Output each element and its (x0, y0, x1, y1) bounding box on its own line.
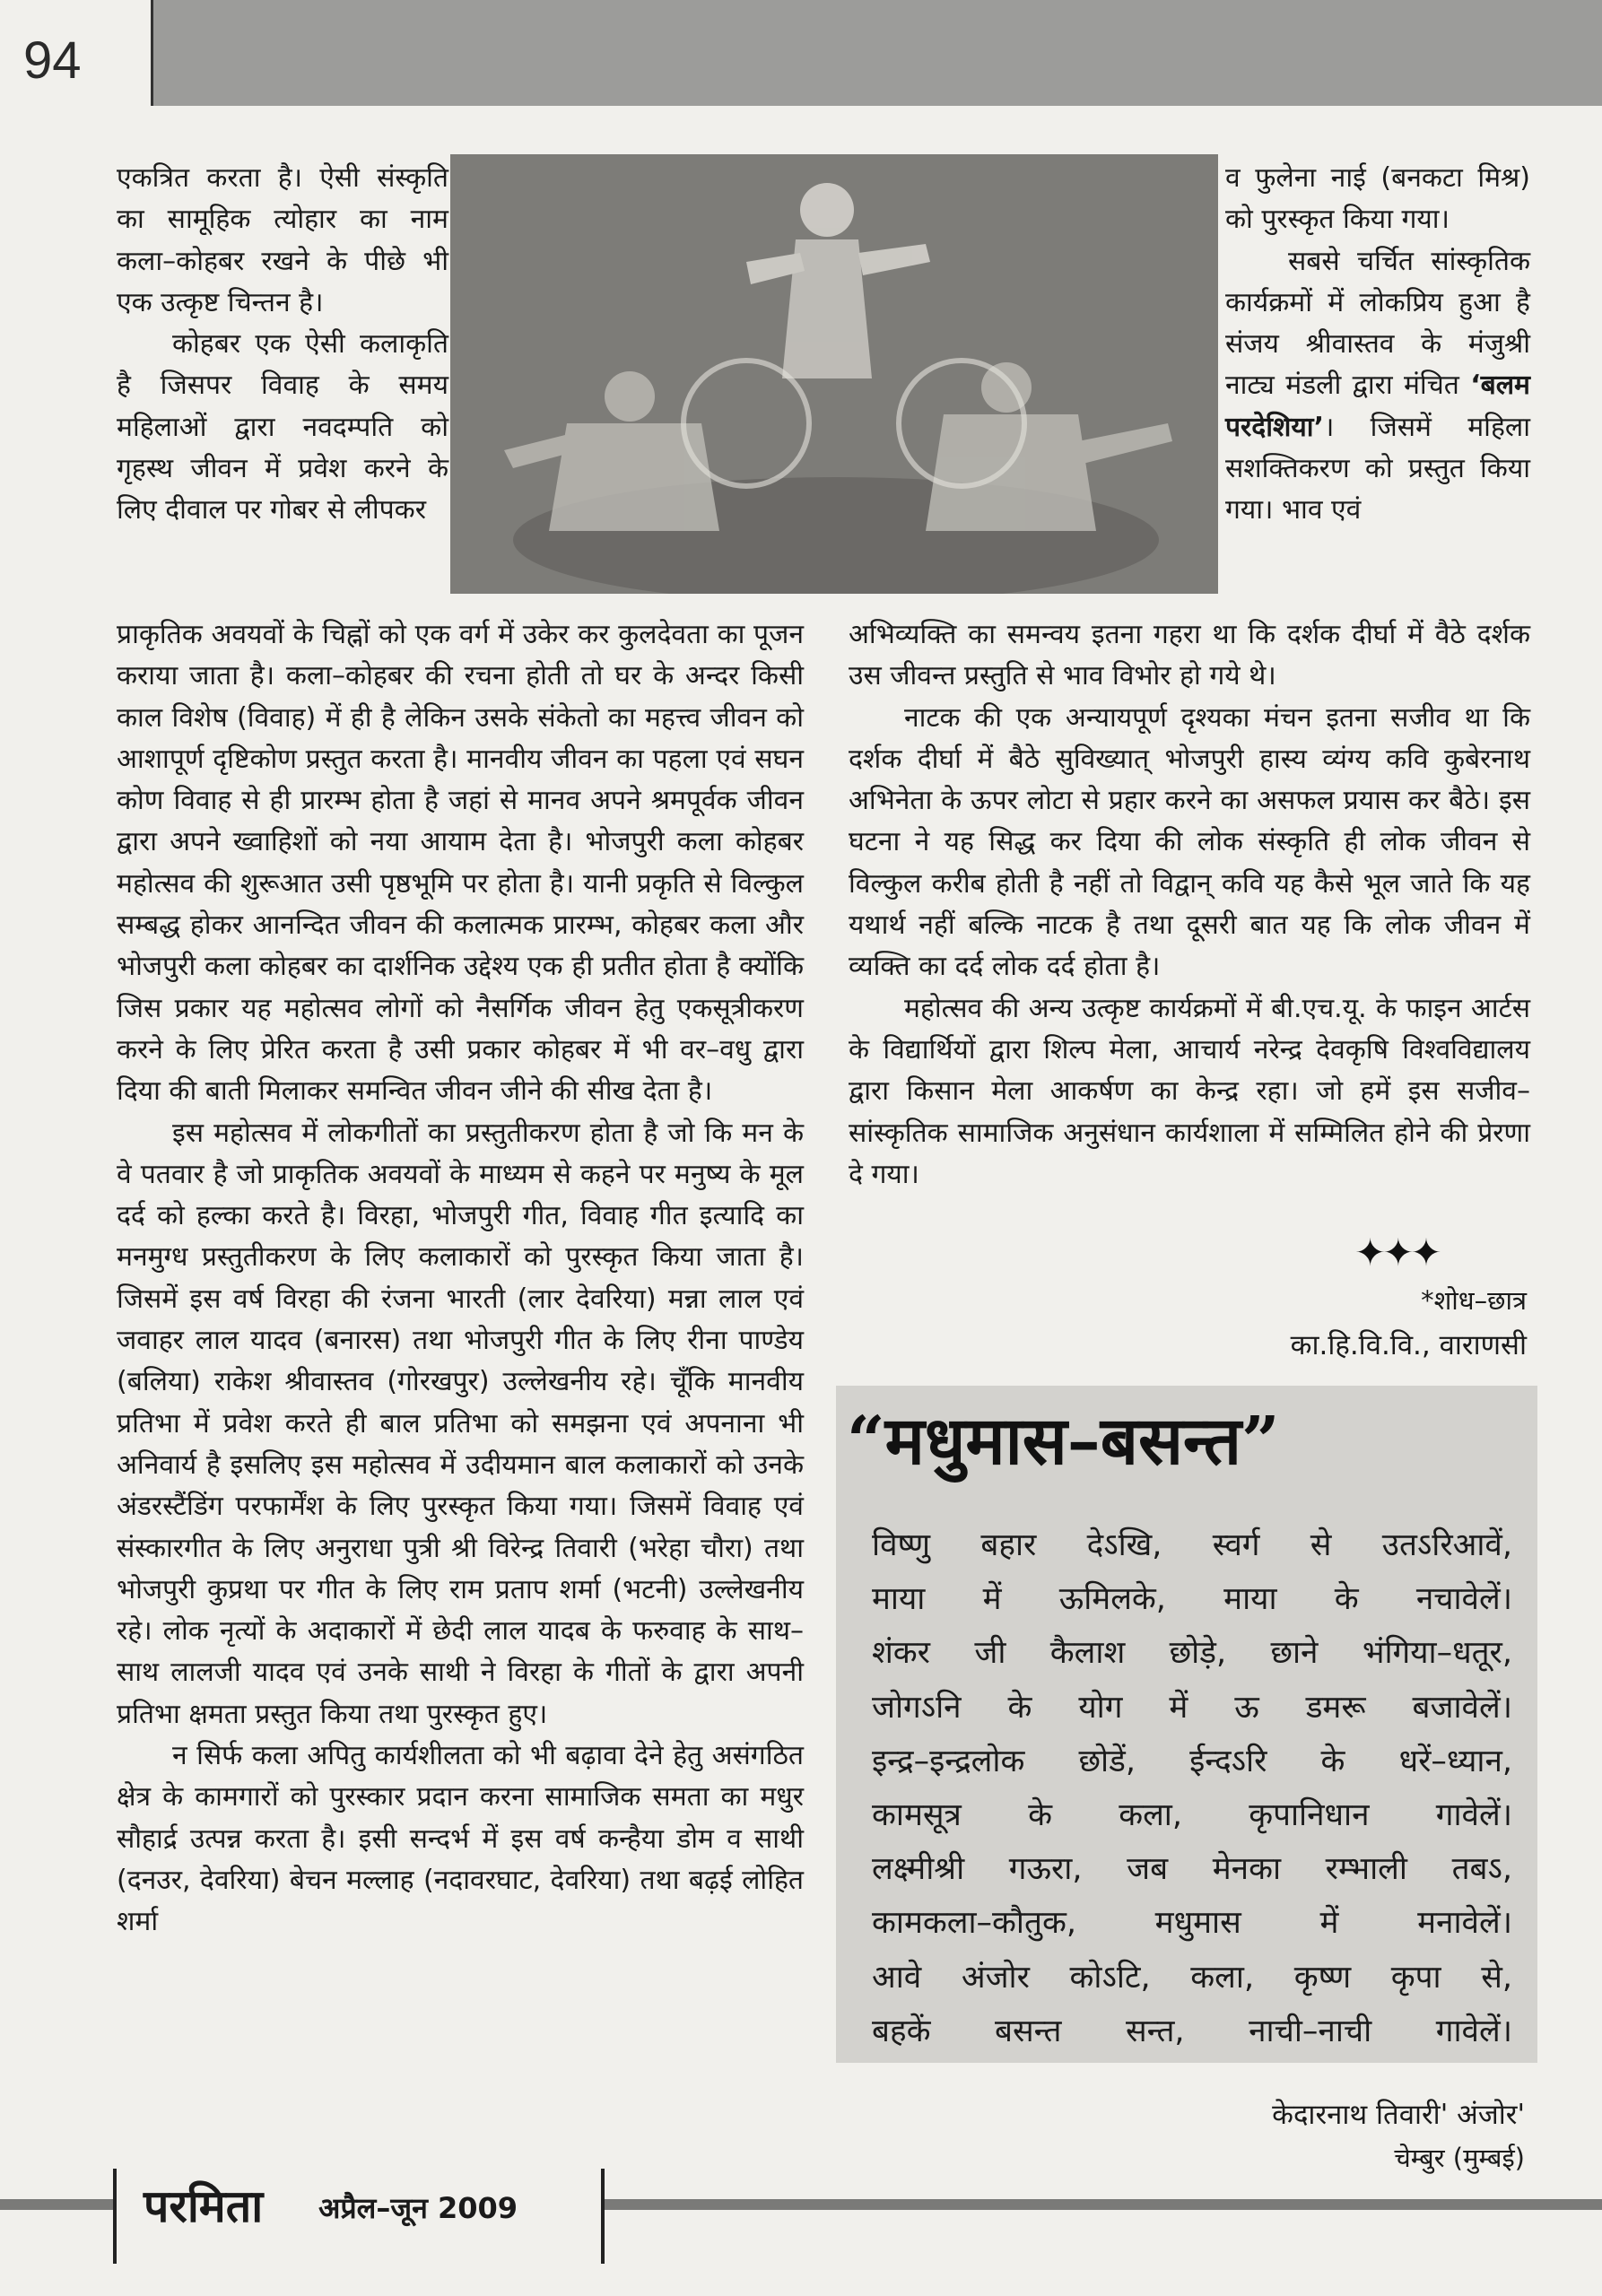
poem-line: जोगऽनि के योग में ऊ डमरू बजावेलें। (872, 1689, 1512, 1726)
poem-box (836, 1386, 1537, 2063)
left-top-column (117, 158, 448, 532)
paragraph: अभिव्यक्ति का समन्वय इतना गहरा था कि दर्शक दीर्घा में वैठे दर्शक उस जीवन्त प्रस्तुति से भाव विभोर हो गये थे। (849, 619, 1530, 692)
poem-line: माया में ऊमिलके, माया के नचावेलें। (872, 1581, 1512, 1618)
ornament-stars: ✦✦✦ (1354, 1231, 1439, 1274)
poem-line: आवे अंजोर कोऽटि, कला, कृष्ण कृपा से, (872, 1959, 1512, 1996)
poem-line: लक्ष्मीश्री गऊरा, जब मेनका रम्भाली तबऽ, (872, 1851, 1512, 1888)
poet-place: चेम्बुर (मुम्बई) (1394, 2143, 1525, 2173)
paragraph: व फुलेना नाई (बनकटा मिश्र) को पुरस्कृत किया गया। (1225, 162, 1530, 236)
poem-lines (872, 1518, 1512, 2058)
poem-line: कामकला–कौतुक, मधुमास में मनावेलें। (872, 1905, 1512, 1942)
poem-line: विष्णु बहार देऽखि, स्वर्ग से उतऽरिआवें, (872, 1527, 1512, 1563)
header-bar (0, 0, 1602, 106)
page-number: 94 (23, 31, 82, 90)
paragraph: कोहबर एक ऐसी कलाकृति है जिसपर विवाह के समय महिलाओं द्वारा नवदम्पति को गृहस्थ जीवन में प्रवेश करने के लिए दीवाल पर गोबर से लीपकर (117, 328, 448, 526)
play-title: ‘बलम परदेशिया’ (1225, 370, 1530, 443)
dance-photo (450, 154, 1218, 594)
author-role: *शोध–छात्र (1421, 1285, 1527, 1316)
page-number-box (0, 0, 153, 106)
paragraph: महोत्सव की अन्य उत्कृष्ट कार्यक्रमों में बी.एच.यू. के फाइन आर्टस के विद्यार्थियों द्वारा शिल्प मेला, आचार्य नरेन्द्र देवकृषि विश्वविद्यालय द्वारा किसान मेला आकर्षण का केन्द्र रहा। जो हमें इस सजीव–सांस्कृतिक सामाजिक अनुसंधान कार्यशाला में सम्मिलित होने की प्रेरणा दे गया। (849, 992, 1530, 1190)
paragraph: न सिर्फ कला अपितु कार्यशीलता को भी बढ़ावा देने हेतु असंगठित क्षेत्र के कामगारों को पुरस्कार प्रदान करना सामाजिक समता का मधुर सौहार्द्र उत्पन्न करता है। इसी सन्दर्भ में इस वर्ष कन्हैया डोम व साथी (दनउर, देवरिया) बेचन मल्लाह (नदावरघाट, देवरिया) तथा बढ़ई लोहित शर्मा (117, 1740, 804, 1938)
poem-line: बहकें बसन्त सन्त, नाची–नाची गावेलें। (872, 2013, 1512, 2049)
paragraph: प्राकृतिक अवयवों के चिह्नों को एक वर्ग में उकेर कर कुलदेवता का पूजन कराया जाता है। कला–कोहबर की रचना होती तो घर के अन्दर किसी काल विशेष (विवाह) में ही है लेकिन उसके संकेतो का महत्त्व जीवन को आशापूर्ण दृष्टिकोण प्रस्तुत करता है। मानवीय जीवन का पहला एवं सघन कोण विवाह से ही प्रारम्भ होता है जहां से मानव अपने श्रमपूर्वक जीवन द्वारा अपने ख्वाहिशों को नया आयाम देता है। भोजपुरी कला कोहबर महोत्सव की शुरूआत उसी पृष्ठभूमि पर होता है। यानी प्रकृति से विल्कुल सम्बद्ध होकर आनन्दित जीवन की कलात्मक प्रारम्भ, कोहबर कला और भोजपुरी कला कोहबर का दार्शनिक उद्देश्य एक ही प्रतीत होता है क्योंकि जिस प्रकार यह महोत्सव लोगों को नैसर्गिक जीवन हेतु एकसूत्रीकरण करने के लिए प्रेरित करता है उसी प्रकार कोहबर में भी वर–वधु द्वारा दिया की बाती मिलाकर समन्वित जीवन जीने की सीख देता है। (117, 619, 804, 1108)
left-column (117, 614, 804, 1944)
magazine-name: परमिता (144, 2179, 264, 2232)
author-affiliation: का.हि.वि.वि., वाराणसी (1290, 1329, 1527, 1361)
issue-date: अप्रैल–जून 2009 (318, 2191, 518, 2225)
paragraph: सबसे चर्चित सांस्कृतिक कार्यक्रमों में लोकप्रिय हुआ है संजय श्रीवास्तव के मंजुश्री नाट्य मंडली द्वारा मंचित ‘बलम परदेशिया’। जिसमें महिला सशक्तिकरण को प्रस्तुत किया गया। भाव एवं (1225, 245, 1530, 526)
paragraph: नाटक की एक अन्यायपूर्ण दृश्यका मंचन इतना सजीव था कि दर्शक दीर्घा में बैठे सुविख्यात् भोजपुरी हास्य व्यंग्य कवि कुबेरनाथ अभिनेता के ऊपर लोटा से प्रहार करने का असफल प्रयास कर बैठे। इस घटना ने यह सिद्ध कर दिया की लोक संस्कृति ही लोक जीवन से विल्कुल करीब होती है नहीं तो विद्वान् कवि यह कैसे भूल जाते कि यह यथार्थ नहीं बल्कि नाटक है तथा दूसरी बात यह कि लोक जीवन में व्यक्ति का दर्द लोक दर्द होता है। (849, 701, 1530, 983)
poet-name: केदारनाथ तिवारी' अंजोर' (1272, 2099, 1525, 2131)
poem-line: इन्द्र–इन्द्रलोक छोडें, ईन्दऽरि के धरें–ध्यान, (872, 1743, 1512, 1779)
paragraph: इस महोत्सव में लोकगीतों का प्रस्तुतीकरण होता है जो कि मन के वे पतवार है जो प्राकृतिक अवयवों के माध्यम से कहने पर मनुष्य के मूल दर्द को हल्का करते है। विरहा, भोजपुरी गीत, विवाह गीत इत्यादि का मनमुग्ध प्रस्तुतीकरण के लिए कलाकारों को पुरस्कृत किया जाता है। जिसमें इस वर्ष विरहा की रंजना भारती (लार देवरिया) मन्ना लाल एवं जवाहर लाल यादव (बनारस) तथा भोजपुरी गीत के लिए रीना पाण्डेय (बलिया) राकेश श्रीवास्तव (गोरखपुर) उल्लेखनीय रहे। चूँकि मानवीय प्रतिभा में प्रवेश करते ही बाल प्रतिभा को समझना एवं अपनाना भी अनिवार्य है इसलिए इस महोत्सव में उदीयमान बाल कलाकारों को उनके अंडरस्टैंडिंग परफार्मेंश के लिए पुरस्कृत किया गया। जिसमें विवाह एवं संस्कारगीत के लिए अनुराधा पुत्री श्री विरेन्द्र तिवारी (भरेहा चौरा) तथा भोजपुरी कुप्रथा पर गीत के लिए राम प्रताप शर्मा (भटनी) उल्लेखनीय रहे। लोक नृत्यों के अदाकारों में छेदी लाल यादब के फरुवाह के साथ–साथ लालजी यादव एवं उनके साथी ने विरहा के गीतों के द्वारा अपनी प्रतिभा क्षमता प्रस्तुत किया तथा पुरस्कृत हुए। (117, 1117, 804, 1730)
paragraph: एकत्रित करता है। ऐसी संस्कृति का सामूहिक त्योहार का नाम कला–कोहबर रखने के पीछे भी एक उत्कृष्ट चिन्तन है। (117, 162, 448, 318)
right-top-column (1225, 158, 1530, 532)
poem-line: कामसूत्र के कला, कृपानिधान गावेलें। (872, 1797, 1512, 1834)
poem-title: “मधुमास–बसन्त” (847, 1403, 1280, 1480)
right-column (849, 614, 1530, 1196)
poem-line: शंकर जी कैलाश छोड़े, छाने भंगिया–धतूर, (872, 1635, 1512, 1672)
